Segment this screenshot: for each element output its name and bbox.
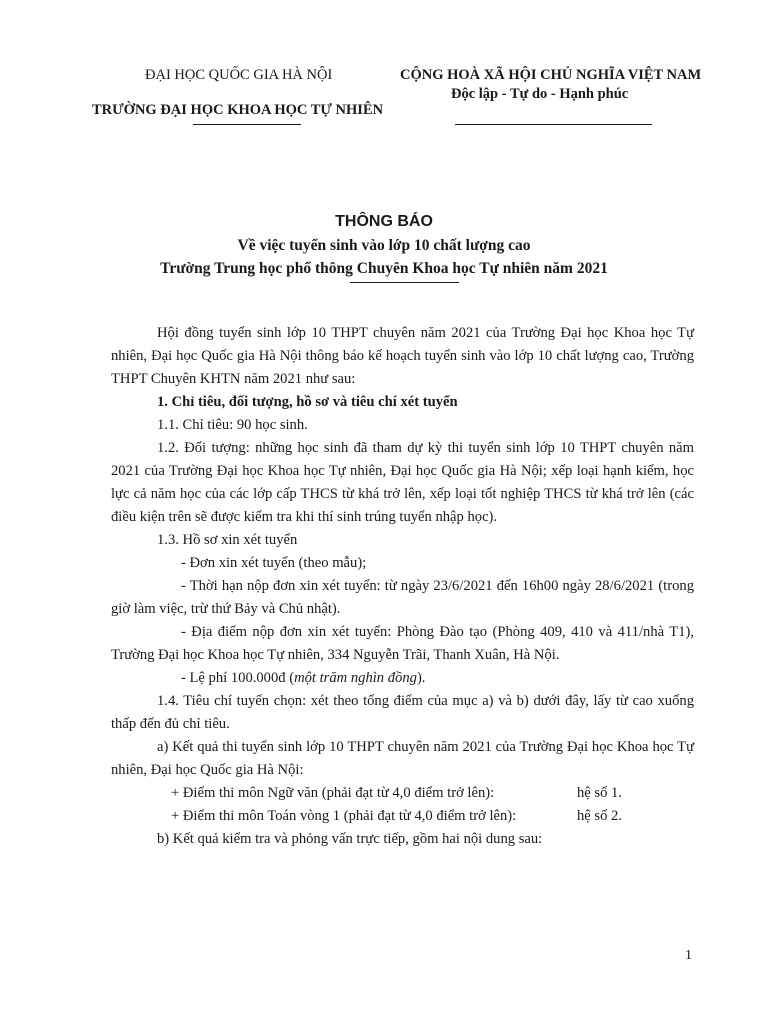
doc-item-2: - Thời hạn nộp đơn xin xét tuyển: từ ngày 23/6/2021 đến 16h00 ngày 28/6/2021 (trong giờ làm việc, trừ thứ Bảy và Chủ nhật). — [111, 578, 694, 617]
header-right-underline — [455, 124, 652, 125]
section-1-heading: 1. Chỉ tiêu, đối tượng, hồ sơ và tiêu chí xét tuyển — [157, 394, 458, 410]
fee-suffix: ). — [416, 670, 426, 686]
score-coefficient: hệ số 2. — [577, 808, 622, 824]
title-underline — [350, 282, 459, 283]
score-coefficient: hệ số 1. — [577, 785, 622, 801]
score-row-literature — [111, 782, 694, 805]
fee-in-words: một trăm nghìn đồng — [294, 670, 417, 686]
header-country: CỘNG HOÀ XÃ HỘI CHỦ NGHĨA VIỆT NAM — [400, 67, 702, 83]
doc-item-1: - Đơn xin xét tuyển (theo mẫu); — [181, 555, 367, 571]
intro-paragraph: Hội đồng tuyển sinh lớp 10 THPT chuyên năm 2021 của Trường Đại học Khoa học Tự nhiên, Đại học Quốc gia Hà Nội thông báo kế hoạch tuyển sinh vào lớp 10 chất lượng cao, Trường THPT Chuyên KHTN năm 2021 như sau: — [111, 325, 694, 387]
page-number: 1 — [685, 948, 692, 963]
doc-item-4 — [111, 667, 694, 690]
item-1-2: 1.2. Đối tượng: những học sinh đã tham dự kỳ thi tuyển sinh lớp 10 THPT chuyên năm 2021 của Trường Đại học Khoa học Tự nhiên, Đại học Quốc gia Hà Nội; xếp loại hạnh kiểm, học lực cả năm học của các lớp cấp THCS từ khá trở lên, xếp loại tốt nghiệp THCS từ khá trở lên (các điều kiện trên sẽ được kiểm tra khi thí sinh trúng tuyển nhập học). — [111, 440, 694, 525]
score-label: + Điểm thi môn Toán vòng 1 (phải đạt từ 4,0 điểm trở lên): — [171, 808, 517, 824]
doc-subtitle-2: Trường Trung học phổ thông Chuyên Khoa học Tự nhiên năm 2021 — [160, 260, 608, 277]
item-1-4: 1.4. Tiêu chí tuyển chọn: xét theo tổng điểm của mục a) và b) dưới đây, lấy từ cao xuống thấp đến đủ chỉ tiêu. — [111, 693, 694, 732]
score-row-math — [111, 805, 694, 828]
doc-title: THÔNG BÁO — [335, 213, 433, 230]
item-1-1: 1.1. Chỉ tiêu: 90 học sinh. — [157, 417, 308, 433]
header-university: ĐẠI HỌC QUỐC GIA HÀ NỘI — [145, 67, 333, 83]
doc-subtitle-1: Về việc tuyển sinh vào lớp 10 chất lượng cao — [237, 237, 531, 254]
item-1-3: 1.3. Hồ sơ xin xét tuyển — [157, 532, 298, 548]
item-a: a) Kết quả thi tuyển sinh lớp 10 THPT chuyên năm 2021 của Trường Đại học Khoa học Tự nhiên, Đại học Quốc gia Hà Nội: — [111, 739, 694, 778]
doc-item-3: - Địa điểm nộp đơn xin xét tuyển: Phòng Đào tạo (Phòng 409, 410 và 411/nhà T1), Trường Đại học Khoa học Tự nhiên, 334 Nguyễn Trãi, Thanh Xuân, Hà Nội. — [111, 624, 694, 663]
header-left-underline — [193, 124, 301, 125]
header-motto: Độc lập - Tự do - Hạnh phúc — [451, 86, 629, 102]
item-b: b) Kết quả kiểm tra và phỏng vấn trực tiếp, gồm hai nội dung sau: — [157, 831, 543, 847]
score-label: + Điểm thi môn Ngữ văn (phải đạt từ 4,0 điểm trở lên): — [171, 785, 495, 801]
fee-prefix: - Lệ phí 100.000đ ( — [181, 670, 295, 686]
doc-body — [111, 322, 694, 851]
header-school: TRƯỜNG ĐẠI HỌC KHOA HỌC TỰ NHIÊN — [92, 102, 384, 118]
